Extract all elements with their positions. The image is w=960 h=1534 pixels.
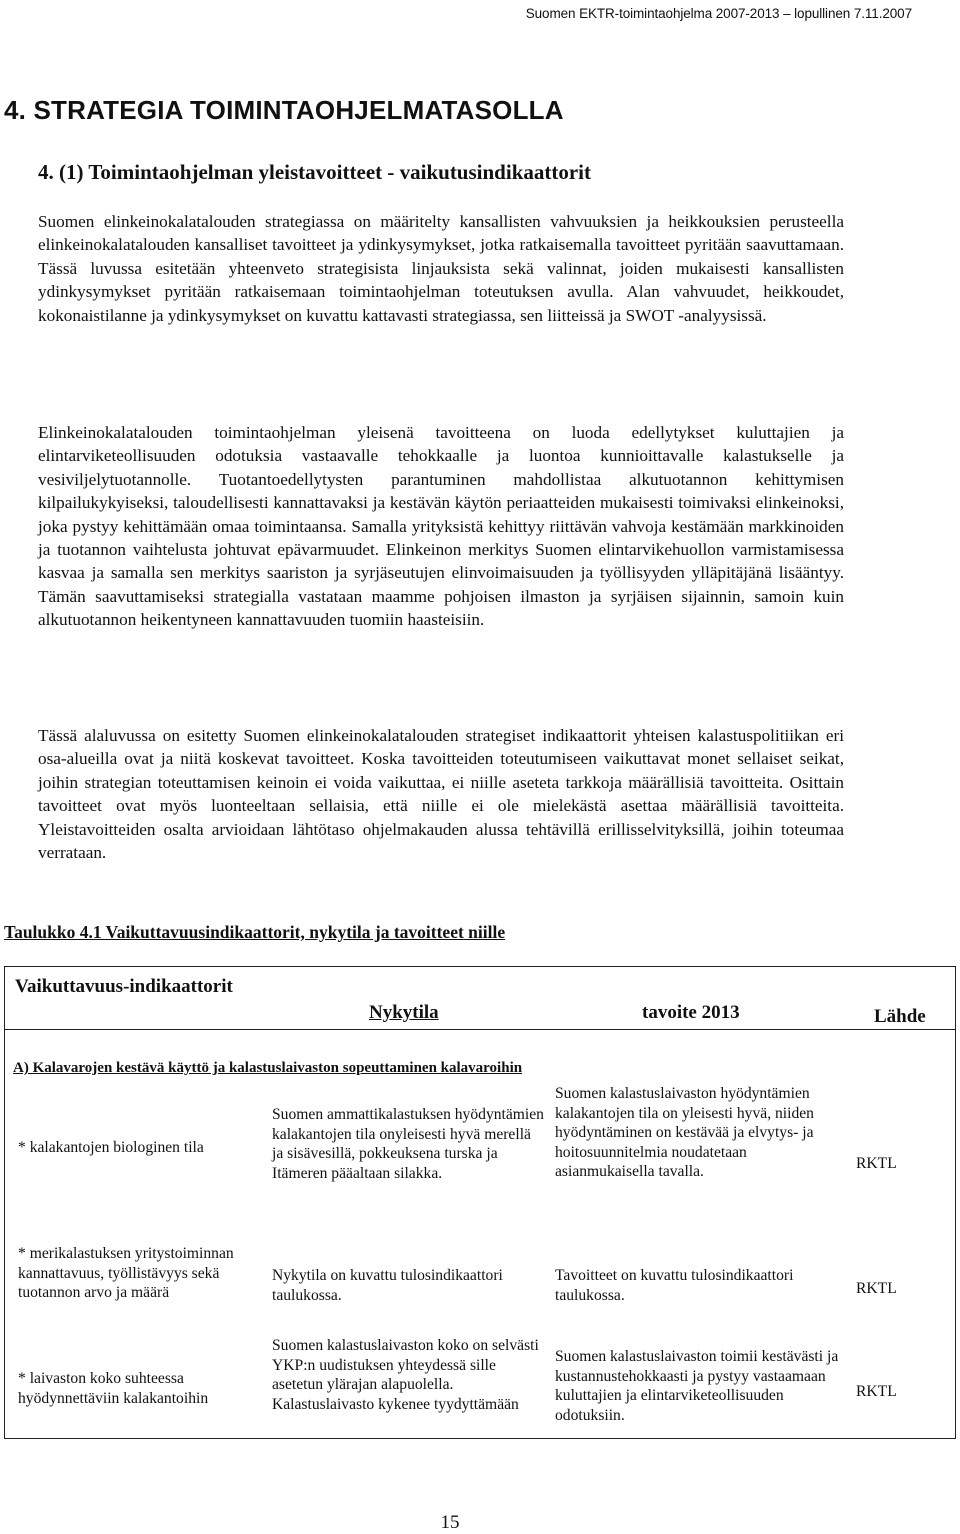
table-row-1-current: Suomen ammattikalastuksen hyödyntämien kalakantojen tila onyleisesti hyvä merellä ja sisävesillä, pokkeuksena turska ja Itämeren pääaltaan silakka. (272, 1106, 544, 1182)
header-current-state: Nykytila (369, 1002, 439, 1023)
section-title: 4. (1) Toimintaohjelman yleistavoitteet - vaikutusindikaattorit (38, 160, 592, 184)
table-row-2-target: Tavoitteet on kuvattu tulosindikaattori taulukossa. (555, 1267, 794, 1304)
header-indicator: Vaikuttavuus-indikaattorit (15, 976, 233, 997)
header-source: Lähde (874, 1006, 926, 1027)
table-row-3-source: RKTL (856, 1383, 897, 1400)
chapter-title: 4. STRATEGIA TOIMINTAOHJELMATASOLLA (4, 95, 564, 125)
table-row-3-current: Suomen kalastuslaivaston koko on selvästi YKP:n uudistuksen yhteydessä sille asetetun ylärajan alapuolella. Kalastuslaivasto kykenee tyydyttämään (272, 1337, 539, 1413)
table-row-3-indicator: * laivaston koko suhteessa hyödynnettäviin kalakantoihin (18, 1370, 209, 1407)
table-row-1-indicator: * kalakantojen biologinen tila (18, 1139, 204, 1156)
paragraph-general-goal: Elinkeinokalatalouden toimintaohjelman yleisenä tavoitteena on luoda edellytykset kuluttajien ja elintarviketeollisuuden odotuksia vastaavalle tehokkaalle ja luontoa kunnioittavalle kalastukselle ja vesiviljelytuotannolle. Tuotantoedellytysten parantuminen mahdollistaa alkutuotannon kehittymisen kilpailukykyiseksi, taloudellisesti kannattavaksi ja kestävän käytön periaatteiden mukaisesti toimivaksi elinkeinoksi, joka pystyy kehittämään omaa toimintaansa. Samalla yrityksistä kehittyy riittävän vahvoja kestämään markkinoiden ja tuotannon vaihtelusta johtuvat epävarmuudet. Elinkeinon merkitys Suomen elintarvikehuollon varmistamisessa kasvaa ja samalla sen merkitys saariston ja syrjäseutujen elinvoimaisuuden ja työllisyyden ylläpitäjänä lisääntyy. Tämän saavuttamiseksi strategialla vastataan maamme pohjoisen ilmaston ja syrjäisen sijainnin, samoin kuin alkutuotannon heikentyneen kannattavuuden tuomiin haasteisiin. (38, 423, 844, 630)
running-header: Suomen EKTR-toimintaohjelma 2007-2013 – lopullinen 7.11.2007 (525, 6, 912, 21)
header-divider (5, 1029, 955, 1030)
table-row-2-current: Nykytila on kuvattu tulosindikaattori taulukossa. (272, 1267, 503, 1304)
header-target-2013: tavoite 2013 (642, 1002, 740, 1023)
table-row-2-indicator: * merikalastuksen yritystoiminnan kannattavuus, työllistävyys sekä tuotannon arvo ja määrä (18, 1245, 234, 1301)
paragraph-indicators: Tässä alaluvussa on esitetty Suomen elinkeinokalatalouden strategiset indikaattorit yhteisen kalastuspolitiikan eri osa-alueilla ovat ja niitä koskevat tavoitteet. Koska tavoitteiden toteutumiseen vaikuttavat monet sellaiset seikat, joihin strategian toteuttamisen keinoin ei voida vaikuttaa, ei niille aseteta tarkkoja määrällisiä tavoitteita. Osittain tavoitteet ovat myös luonteeltaan sellaisia, että niille ei ole mielekästä asettaa määrällisiä tavoitteita. Yleistavoitteiden osalta arvioidaan lähtötaso ohjelmakauden alussa tehtävillä erillisselvityksillä, joihin toteumaa verrataan. (38, 726, 844, 863)
page-number: 15 (440, 1512, 460, 1533)
table-row-2-source: RKTL (856, 1280, 897, 1297)
table-row-3-target: Suomen kalastuslaivaston toimii kestävästi ja kustannustehokkaasti ja pystyy vastaamaan kuluttajien ja elintarviketeollisuuden odotuksiin. (555, 1348, 839, 1424)
table-row-1-source: RKTL (856, 1155, 897, 1172)
table-section-a: A) Kalavarojen kestävä käyttö ja kalastuslaivaston sopeuttaminen kalavaroihin (13, 1060, 523, 1076)
table-caption: Taulukko 4.1 Vaikuttavuusindikaattorit, nykytila ja tavoitteet niille (4, 922, 506, 942)
table-row-1-target: Suomen kalastuslaivaston hyödyntämien kalakantojen tila on yleisesti hyvä, niiden hyödyntäminen on kestävää ja elvytys- ja hoitosuunnitelmia noudatetaan asianmukaisella tavalla. (555, 1085, 814, 1180)
paragraph-intro: Suomen elinkeinokalatalouden strategiassa on määritelty kansallisten vahvuuksien ja heikkouksien perusteella elinkeinokalatalouden kansalliset tavoitteet ja ydinkysymykset, jotka ratkaisemalla tavoitteet pyritään saavuttamaan. Tässä luvussa esitetään yhteenveto strategisista linjauksista sekä valinnat, joiden mukaisesti kansallisten ydinkysymykset pyritään ratkaisemaan toimintaohjelman toteutuksen avulla. Alan vahvuudet, heikkoudet, kokonaistilanne ja ydinkysymykset on kuvattu kattavasti strategiassa, sen liitteissä ja SWOT -analyysissä. (38, 212, 844, 325)
